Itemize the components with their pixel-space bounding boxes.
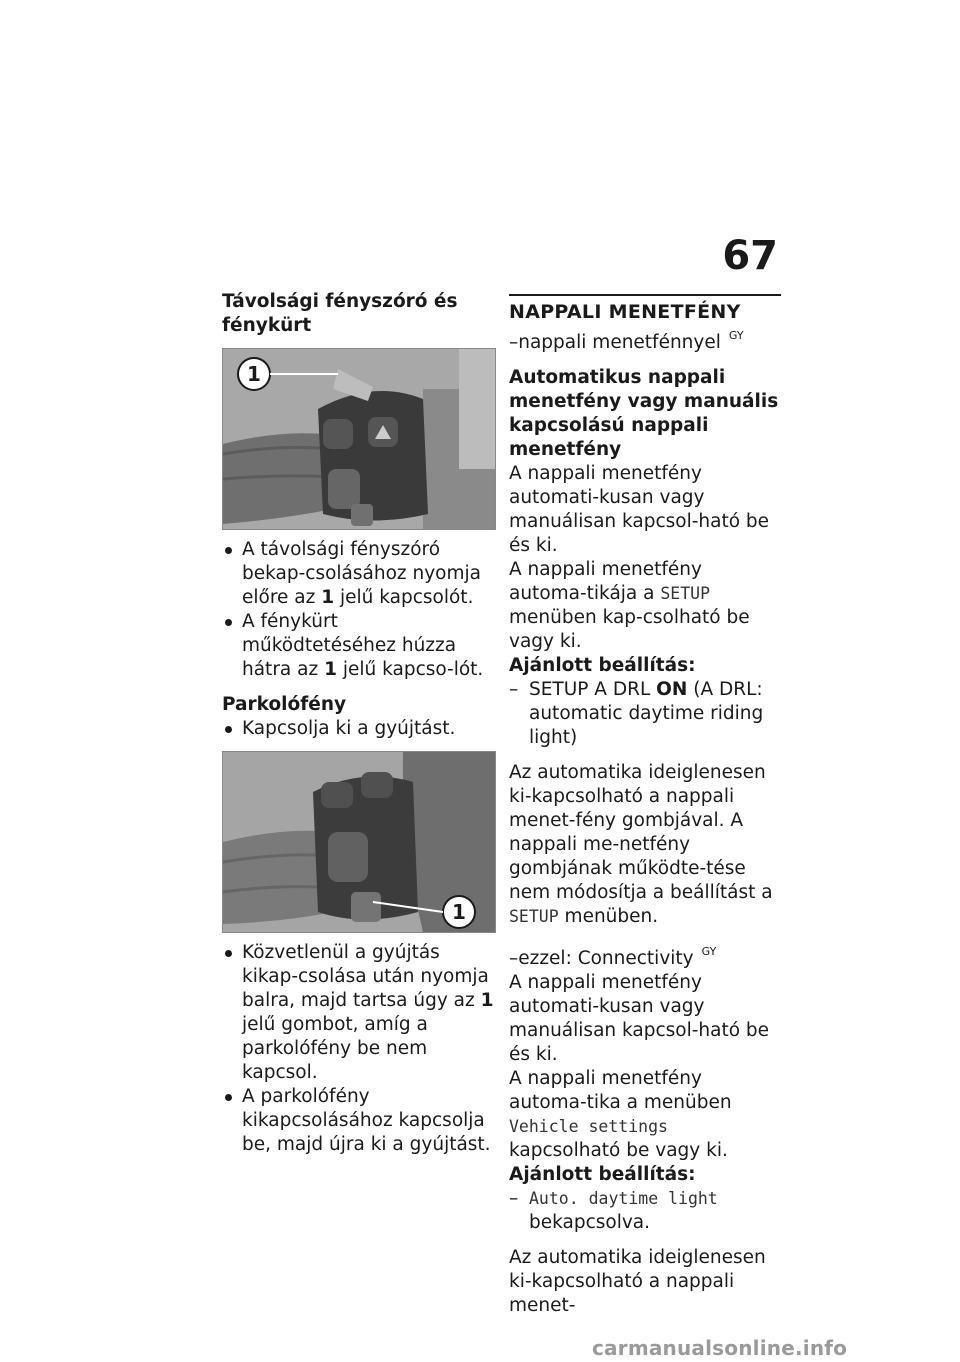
high-beam-bullets (222, 538, 494, 682)
section-title: NAPPALI MENETFÉNY (509, 294, 781, 324)
paragraph: Az automatika ideiglenesen ki-kapcsolható a nappali menet-fény gombjával. A nappali me-netfény gombjának működte-tése nem módosítja a beállítást a SETUP menüben. (509, 762, 773, 927)
paragraph: Az automatika ideiglenesen ki-kapcsolható a nappali menet- (509, 1247, 766, 1316)
recommended-setting-label: Ajánlott beállítás: (509, 1164, 696, 1185)
figure-1-callout: 1 (247, 362, 261, 386)
list-item: Közvetlenül a gyújtás kikap-csolása után nyomja balra, majd tartsa úgy az 1 jelű gombot, amíg a parkolófény be nem kapcsol. (222, 941, 494, 1085)
paragraph: A nappali menetfény automati-kusan vagy manuálisan kapcsol-ható be és ki. (509, 972, 770, 1065)
list-item: A parkolófény kikapcsolásához kapcsolja be, majd újra ki a gyújtást. (222, 1085, 494, 1157)
watermark: carmanualsonline.info (592, 1336, 848, 1360)
recommended-setting-label: Ajánlott beállítás: (509, 655, 696, 676)
right-column (509, 290, 781, 1318)
figure-2-callout: 1 (452, 900, 466, 924)
parking-light-heading: Parkolófény (222, 694, 347, 715)
list-item: A fénykürt működtetéséhez húzza hátra az 1 jelű kapcso-lót. (222, 610, 494, 682)
paragraph: A nappali menetfény automa-tika a menüben Vehicle settings kapcsolható be vagy ki. (509, 1068, 732, 1161)
paragraph: A nappali menetfény automa-tikája a SETUP menüben kap-csolható be vagy ki. (509, 559, 750, 652)
left-column (222, 290, 494, 1157)
parking-light-bullets (222, 941, 494, 1157)
list-item: Kapcsolja ki a gyújtást. (222, 717, 494, 741)
variant-note: –ezzel: Connectivity $^{GY}$ (509, 945, 717, 969)
high-beam-heading: Távolsági fényszóró és fénykürt (222, 291, 458, 336)
paragraph: A nappali menetfény automati-kusan vagy manuálisan kapcsol-ható be és ki. (509, 463, 770, 556)
page-number: 67 (722, 233, 778, 279)
variant-note: –nappali menetfénnyel $^{GY}$ (509, 329, 744, 353)
handlebar-switch-photo-2 (222, 751, 496, 933)
recommended-setting: – SETUP A DRL ON (A DRL: automatic daytime riding light) (509, 679, 764, 748)
daytime-light-subheading: Automatikus nappali menetfény vagy manuális kapcsolású nappali menetfény (509, 367, 779, 460)
handlebar-switch-photo-1 (222, 348, 496, 530)
recommended-setting: – Auto. daytime light bekapcsolva. (509, 1188, 718, 1233)
list-item: A távolsági fényszóró bekap-csolásához nyomja előre az 1 jelű kapcsolót. (222, 538, 494, 610)
